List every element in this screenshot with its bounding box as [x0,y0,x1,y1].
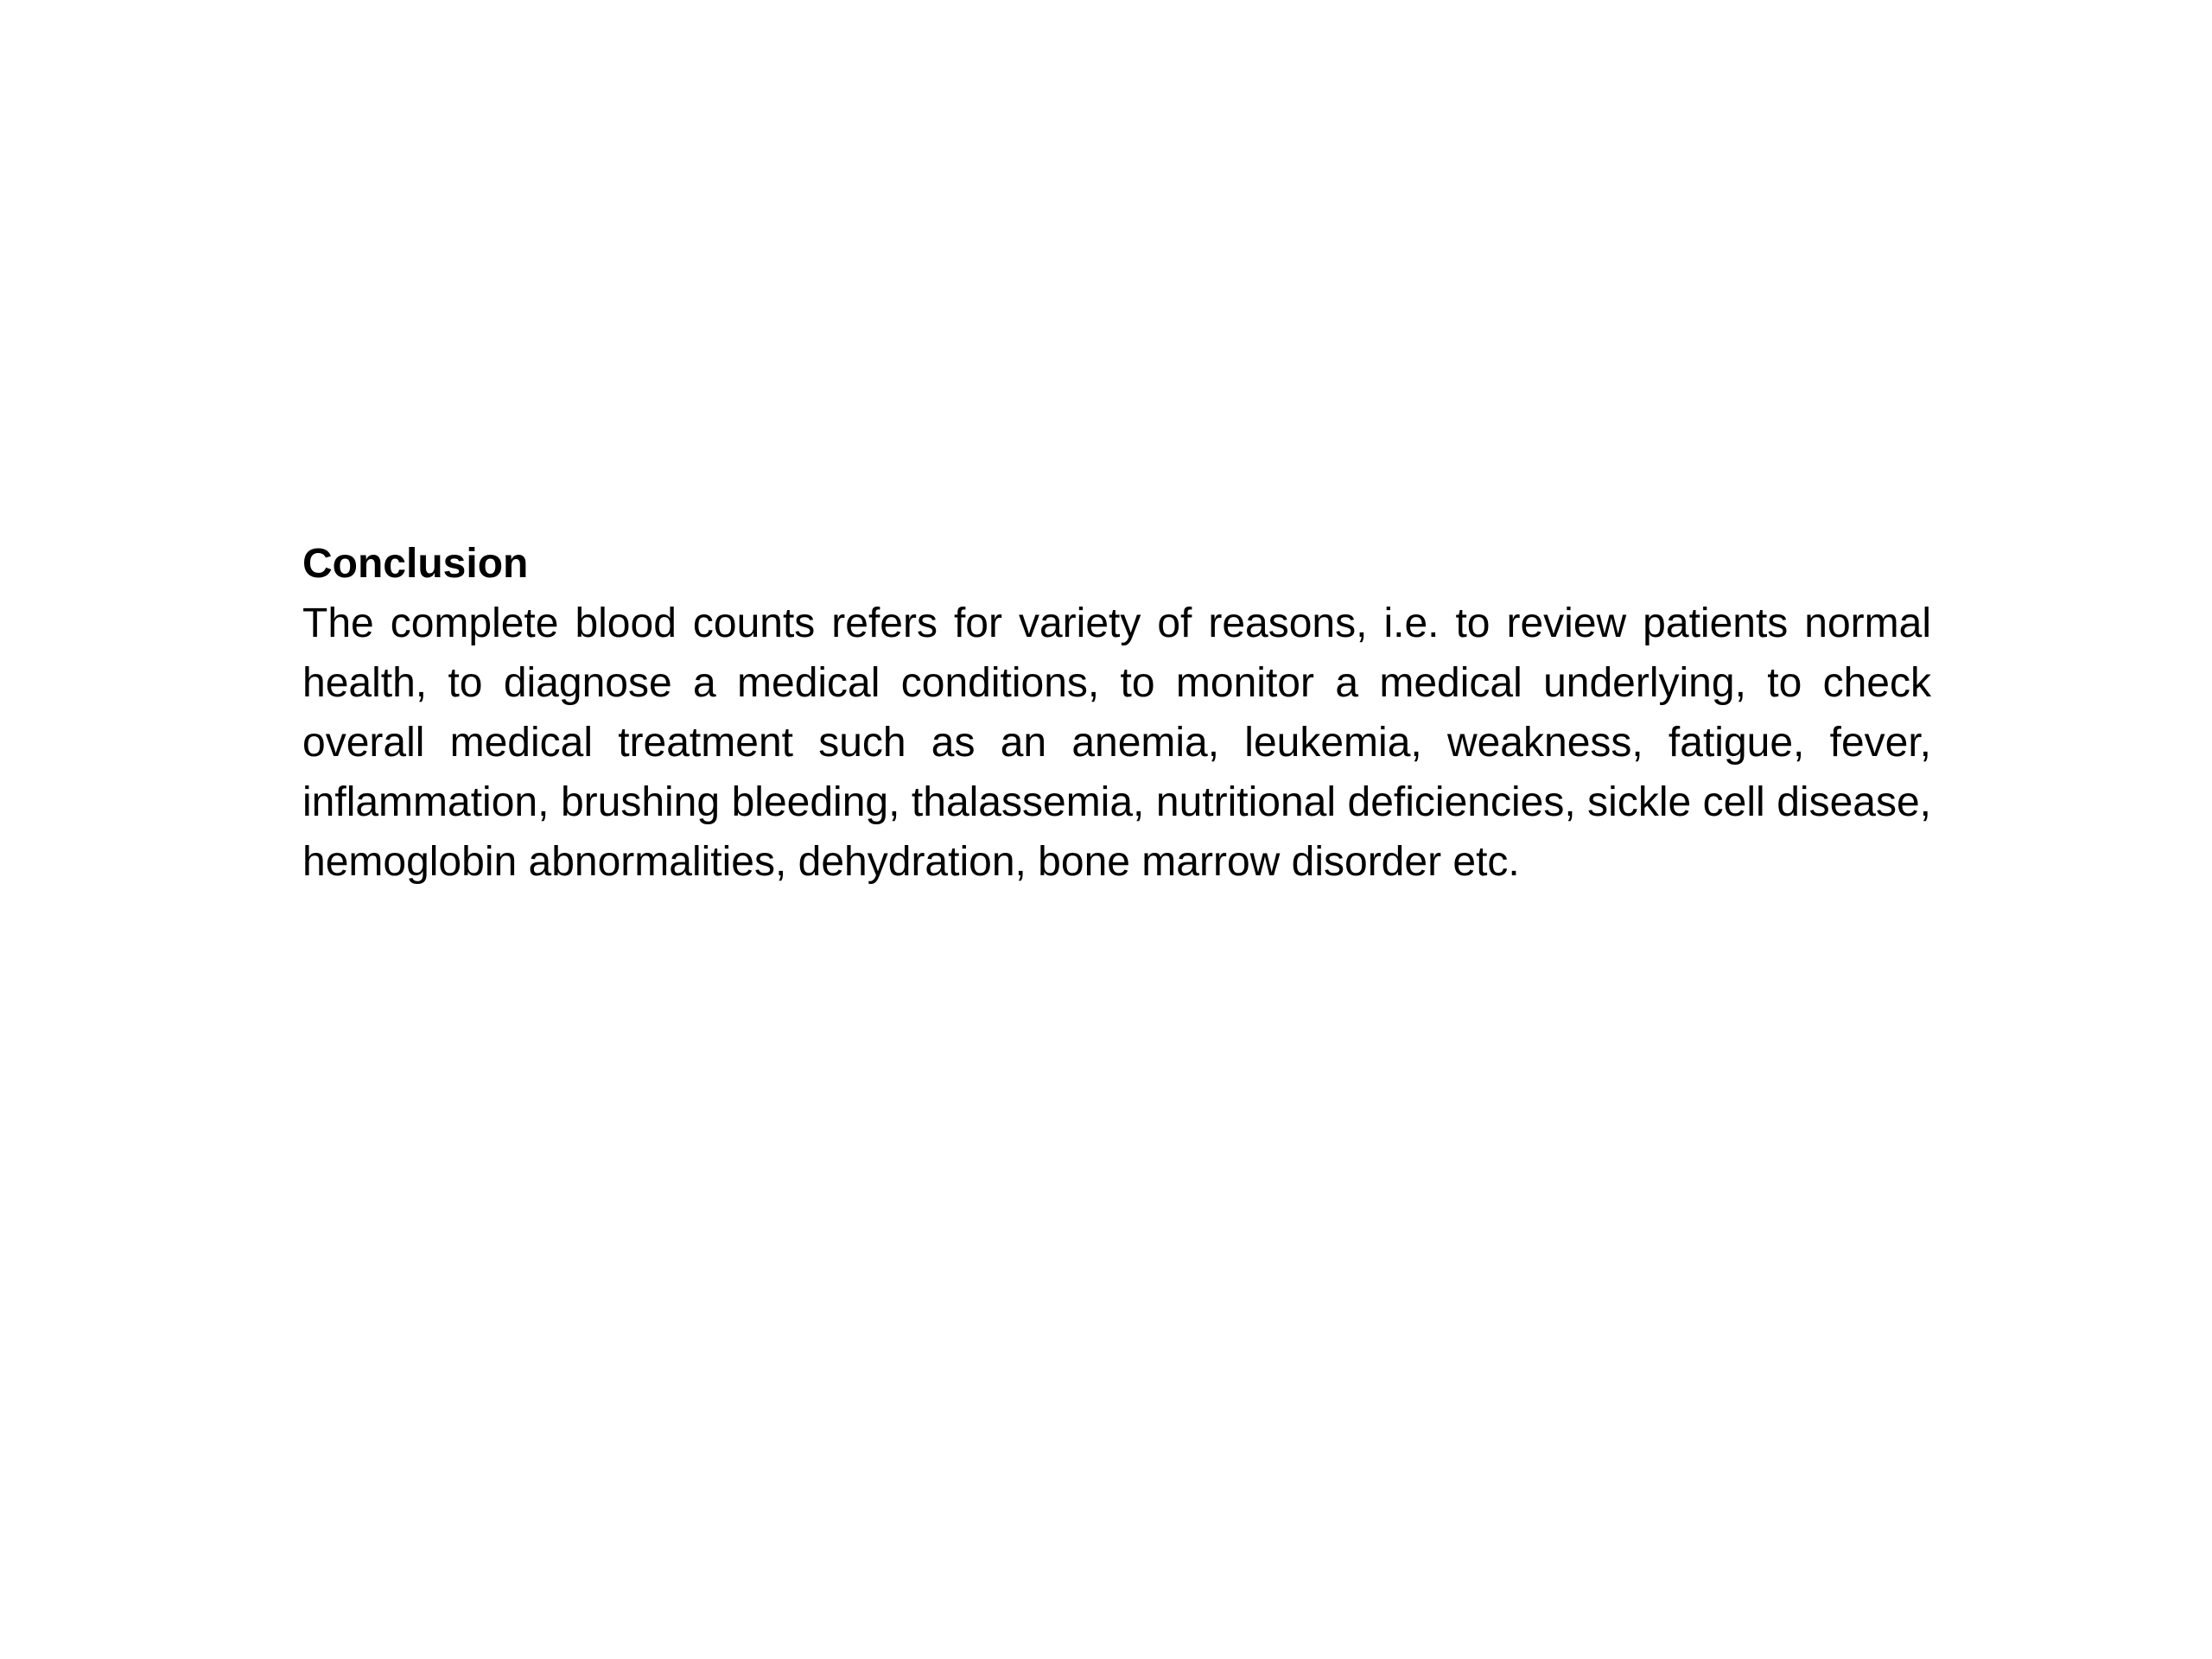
conclusion-section [302,534,1931,892]
section-heading: Conclusion [302,541,529,587]
conclusion-paragraph: The complete blood counts refers for variety of reasons, i.e. to review patients normal health, to diagnose a medical conditions, to monitor a medical underlying, to check overall medical treatment such as an anemia, leukemia, weakness, fatigue, fever, inflammation, brushing bleeding, thalassemia, nutritional deficiencies, sickle cell disease, hemoglobin abnormalities, dehydration, bone marrow disorder etc. [302,601,1931,885]
